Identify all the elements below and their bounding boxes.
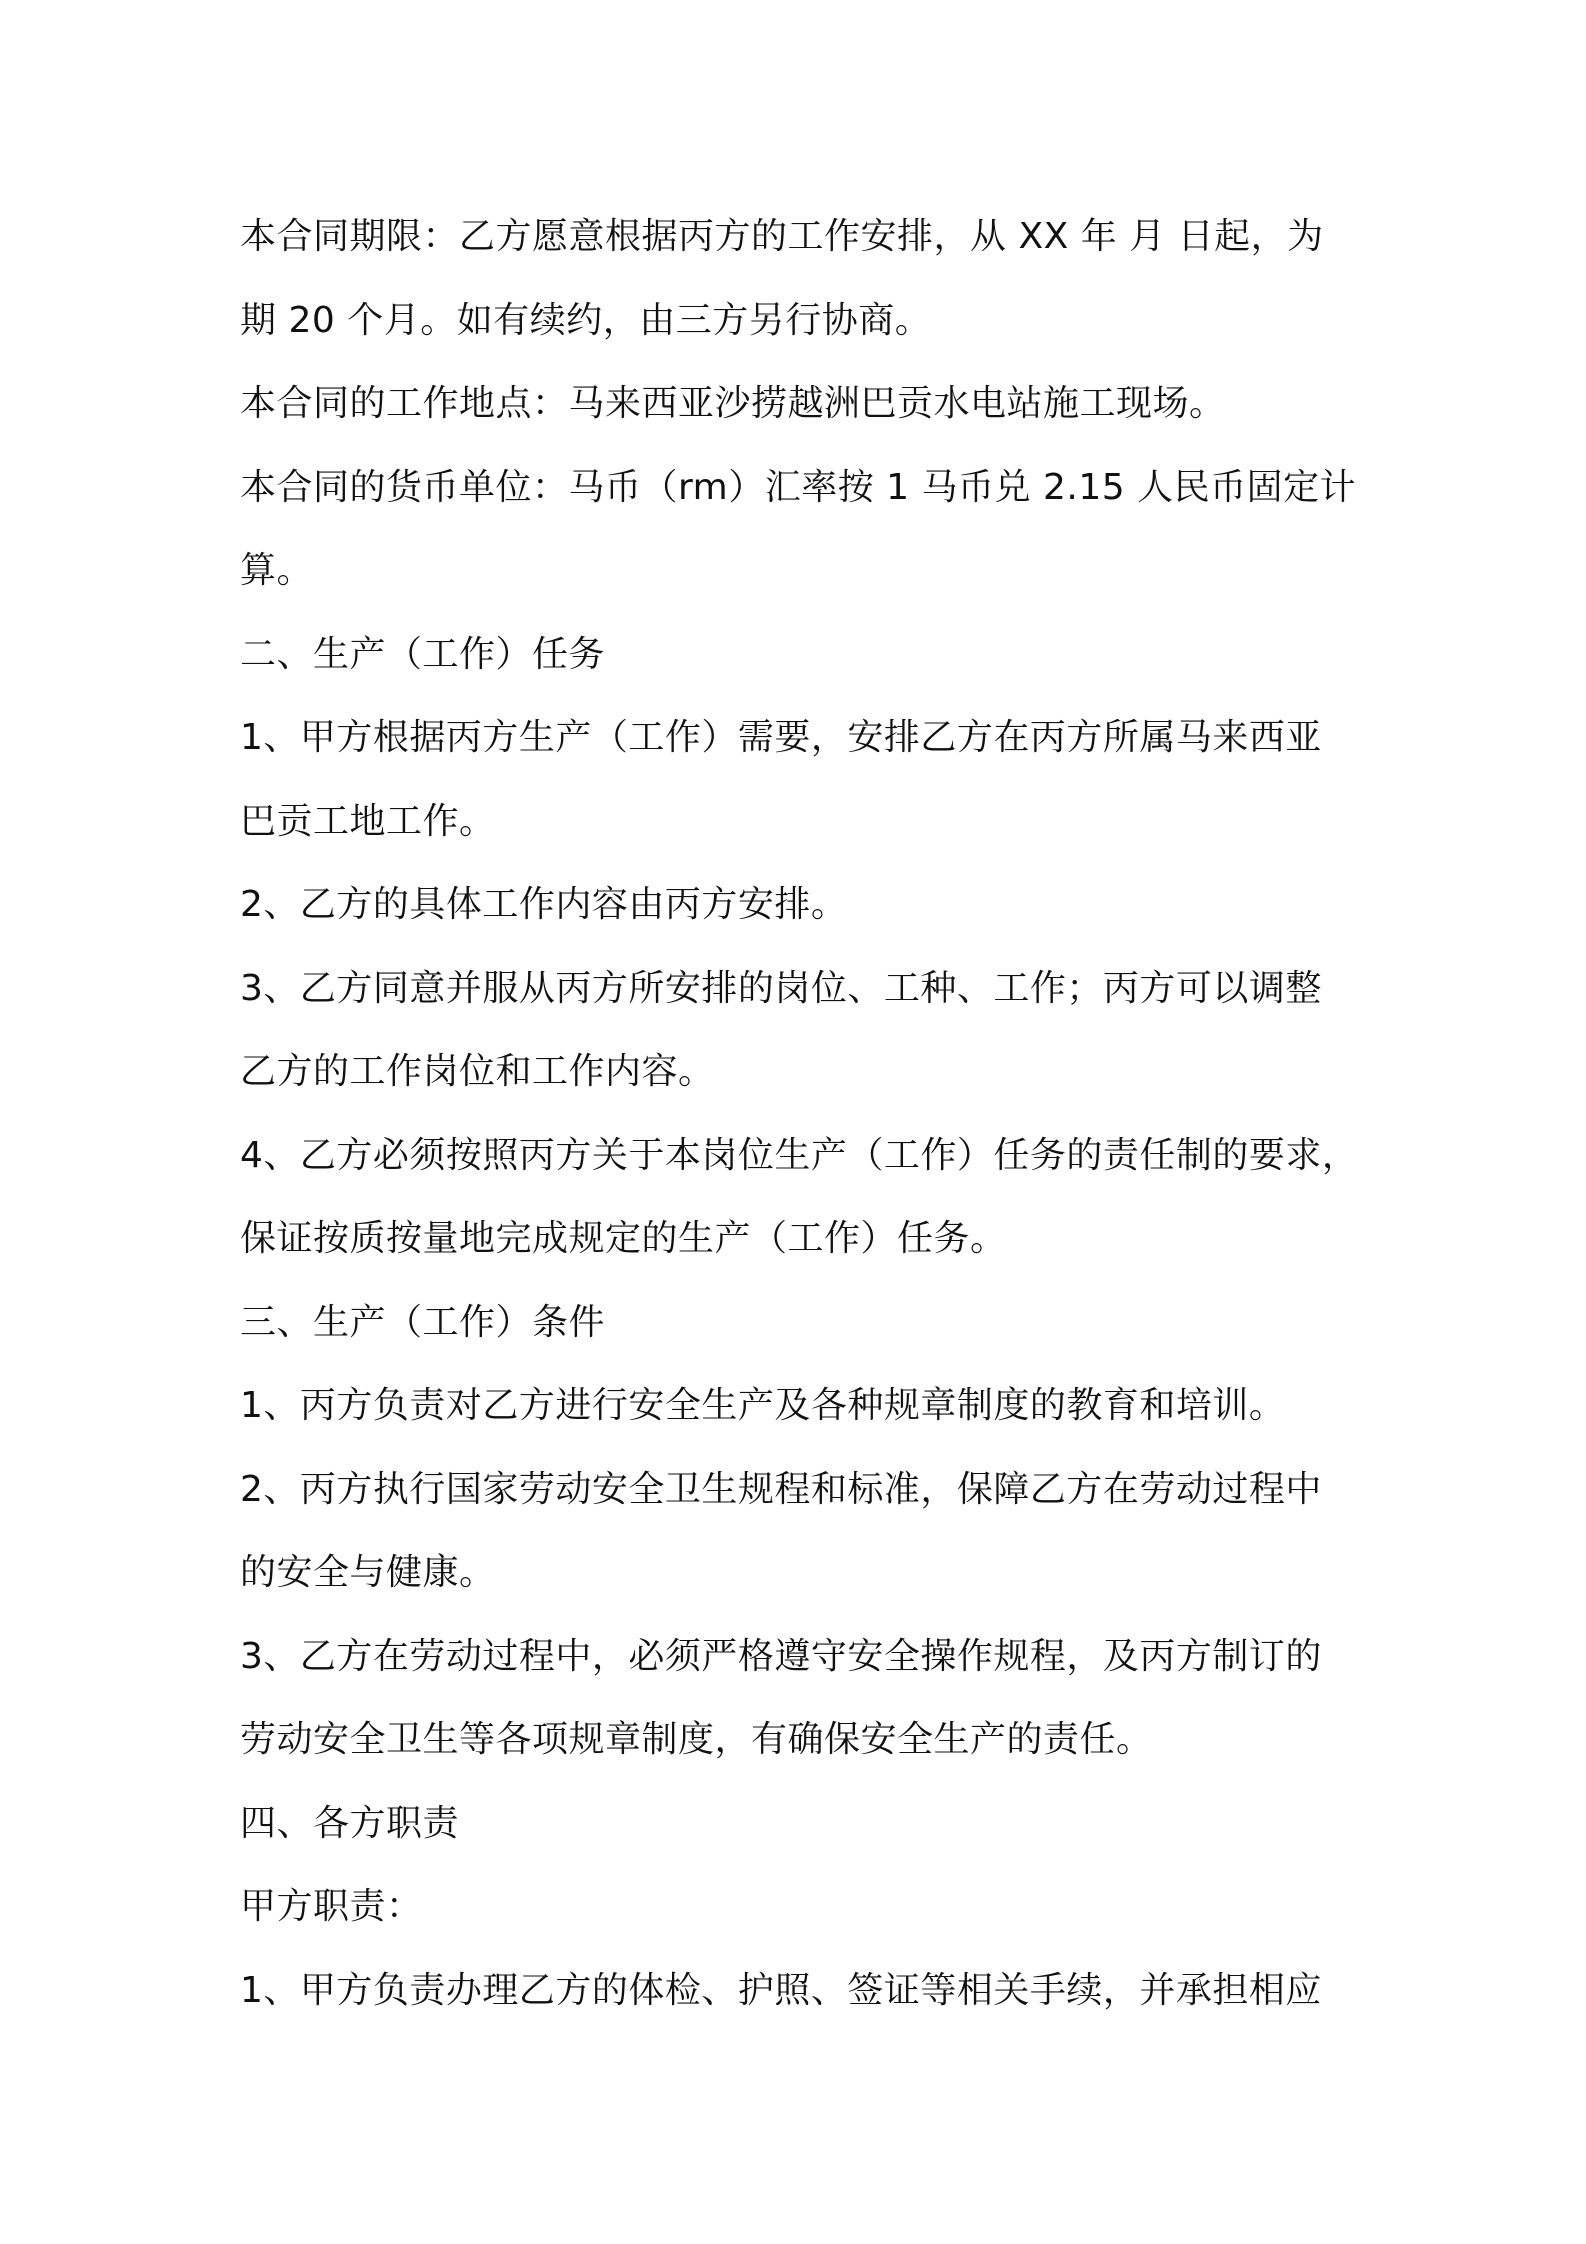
- text-line: 3、乙方在劳动过程中，必须严格遵守安全操作规程，及丙方制订的: [240, 1635, 1322, 1677]
- text-line: 3、乙方同意并服从丙方所安排的岗位、工种、工作；丙方可以调整: [240, 967, 1322, 1009]
- text-line: 的安全与健康。: [240, 1552, 496, 1593]
- text-line: 1、甲方负责办理乙方的体检、护照、签证等相关手续，并承担相应: [240, 1969, 1322, 2011]
- section-heading: 四、各方职责: [240, 1802, 460, 1844]
- text-line: 劳动安全卫生等各项规章制度，有确保安全生产的责任。: [240, 1719, 1153, 1760]
- text-line: 本合同的工作地点：马来西亚沙捞越洲巴贡水电站施工现场。: [240, 383, 1226, 424]
- text-line: 期 20 个月。如有续约，由三方另行协商。: [240, 299, 932, 341]
- text-line: 2、丙方执行国家劳动安全卫生规程和标准，保障乙方在劳动过程中: [240, 1468, 1322, 1510]
- text-line: 巴贡工地工作。: [240, 800, 496, 842]
- section-heading: 三、生产（工作）条件: [240, 1301, 606, 1343]
- text-line: 1、甲方根据丙方生产（工作）需要，安排乙方在丙方所属马来西亚: [240, 717, 1322, 758]
- subsection-heading: 甲方职责：: [240, 1886, 423, 1927]
- section-heading: 二、生产（工作）任务: [240, 633, 606, 675]
- text-line: 乙方的工作岗位和工作内容。: [240, 1051, 715, 1092]
- text-line: 2、乙方的具体工作内容由丙方安排。: [240, 884, 848, 925]
- text-line: 4、乙方必须按照丙方关于本岗位生产（工作）任务的责任制的要求，: [240, 1134, 1359, 1176]
- text-line: 本合同的货币单位：马币（rm）汇率按 1 马币兑 2.15 人民币固定计: [240, 466, 1357, 508]
- text-line: 1、丙方负责对乙方进行安全生产及各种规章制度的教育和培训。: [240, 1385, 1286, 1426]
- text-line: 保证按质按量地完成规定的生产（工作）任务。: [240, 1218, 1007, 1259]
- text-line: 本合同期限：乙方愿意根据丙方的工作安排，从 XX 年 月 日起，为: [240, 216, 1324, 257]
- text-line: 算。: [240, 550, 314, 591]
- document-body: [240, 195, 1370, 2032]
